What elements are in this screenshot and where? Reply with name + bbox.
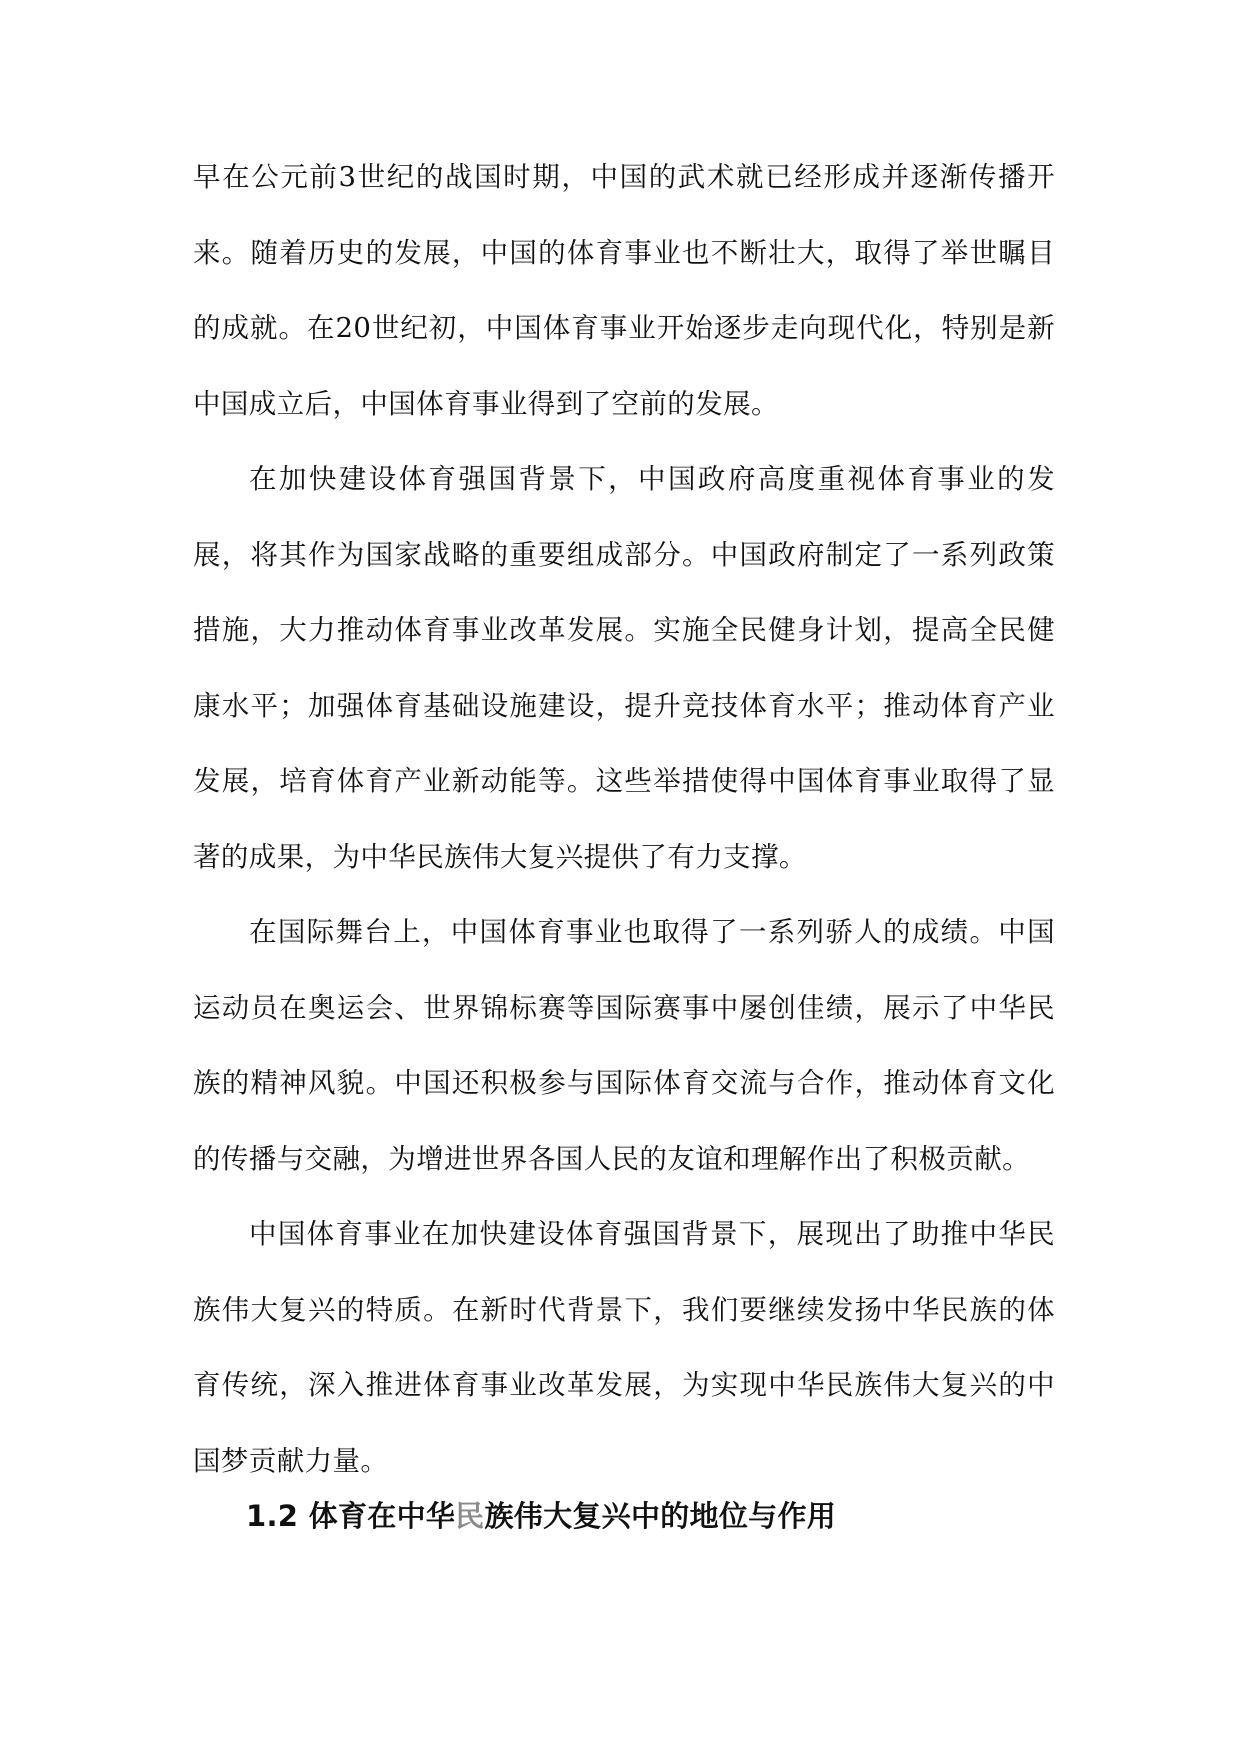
- paragraph-continuation: 早在公元前3世纪的战国时期，中国的武术就已经形成并逐渐传播开来。随着历史的发展，中国的体育事业也不断壮大，取得了举世瞩目的成就。在20世纪初，中国体育事业开始逐步走向现代化，特别是新中国成立后，中国体育事业得到了空前的发展。: [193, 161, 1055, 420]
- paragraph-conclusion: 中国体育事业在加快建设体育强国背景下，展现出了助推中华民族伟大复兴的特质。在新时代背景下，我们要继续发扬中华民族的体育传统，深入推进体育事业改革发展，为实现中华民族伟大复兴的中国梦贡献力量。: [193, 1218, 1055, 1477]
- section-heading: [246, 1494, 836, 1538]
- paragraph-policy: 在加快建设体育强国背景下，中国政府高度重视体育事业的发展，将其作为国家战略的重要组成部分。中国政府制定了一系列政策措施，大力推动体育事业改革发展。实施全民健身计划，提高全民健康水平；加强体育基础设施建设，提升竞技体育水平；推动体育产业发展，培育体育产业新动能等。这些举措使得中国体育事业取得了显著的成果，为中华民族伟大复兴提供了有力支撑。: [193, 463, 1055, 873]
- paragraph-international: 在国际舞台上，中国体育事业也取得了一系列骄人的成绩。中国运动员在奥运会、世界锦标赛等国际赛事中屡创佳绩，展示了中华民族的精神风貌。中国还积极参与国际体育交流与合作，推动体育文化的传播与交融，为增进世界各国人民的友谊和理解作出了积极贡献。: [193, 916, 1055, 1175]
- body-text: [193, 140, 1055, 1499]
- section-heading-highlight: 民: [455, 1499, 485, 1533]
- section-heading-part1: 1.2 体育在中华: [246, 1499, 456, 1533]
- section-heading-part2: 族伟大复兴中的地位与作用: [484, 1499, 837, 1533]
